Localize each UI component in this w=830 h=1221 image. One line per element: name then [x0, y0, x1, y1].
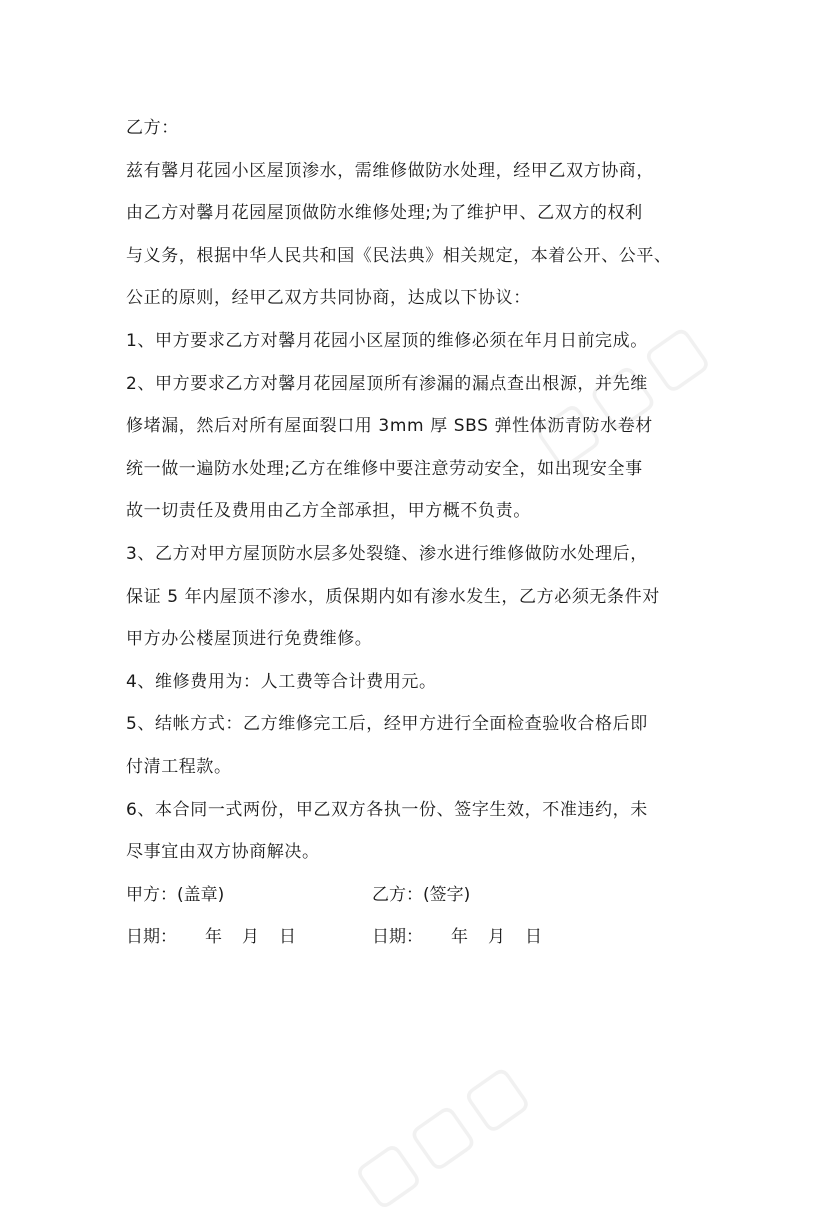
party-a-date [126, 916, 296, 959]
party-b-date [372, 916, 542, 959]
paragraph-line: 由乙方对馨月花园屋顶做防水维修处理;为了维护甲、乙双方的权利 [126, 203, 643, 224]
clause-3-line: 甲方办公楼屋顶进行免费维修。 [126, 629, 373, 650]
clause-4: 4、维修费用为：人工费等合计费用元。 [126, 671, 437, 692]
date-year: 年 [451, 927, 468, 948]
party-b-signature: 乙方：(签字) [372, 884, 471, 905]
date-row [126, 916, 716, 959]
paragraph-line: 与义务，根据中华人民共和国《民法典》相关规定，本着公开、公平、 [126, 245, 672, 266]
signature-row [126, 874, 716, 917]
date-day: 日 [279, 927, 296, 948]
date-month: 月 [242, 927, 259, 948]
party-a-signature: 甲方：(盖章) [126, 884, 225, 905]
clause-2: 2、甲方要求乙方对馨月花园屋顶所有渗漏的漏点查出根源，并先维 [126, 373, 648, 394]
clause-2-line: 故一切责任及费用由乙方全部承担，甲方概不负责。 [126, 501, 531, 522]
clause-6-line: 尽事宜由双方协商解决。 [126, 842, 320, 863]
watermark: ▢▢▢ [520, 305, 726, 481]
date-month: 月 [488, 927, 505, 948]
date-label: 日期： [372, 927, 423, 948]
clause-2-line: 修堵漏，然后对所有屋面裂口用 3mm 厚 SBS 弹性体沥青防水卷材 [126, 416, 653, 437]
date-label: 日期： [126, 927, 177, 948]
contract-body [126, 107, 716, 959]
clause-5: 5、结帐方式：乙方维修完工后，经甲方进行全面检查验收合格后即 [126, 714, 648, 735]
watermark: ▢▢▢ [340, 1045, 546, 1221]
clause-3-line: 保证 5 年内屋顶不渗水，质保期内如有渗水发生，乙方必须无条件对 [126, 586, 660, 607]
clause-6: 6、本合同一式两份，甲乙双方各执一份、签字生效，不准违约，未 [126, 799, 648, 820]
clause-3: 3、乙方对甲方屋顶防水层多处裂缝、渗水进行维修做防水处理后， [126, 543, 648, 564]
clause-5-line: 付清工程款。 [126, 756, 232, 777]
clause-1: 1、甲方要求乙方对馨月花园小区屋顶的维修必须在年月日前完成。 [126, 330, 648, 351]
party-b-header: 乙方： [126, 118, 179, 138]
paragraph-line: 兹有馨月花园小区屋顶渗水，需维修做防水处理，经甲乙双方协商， [126, 160, 654, 181]
date-year: 年 [205, 927, 222, 948]
date-day: 日 [525, 927, 542, 948]
clause-2-line: 统一做一遍防水处理;乙方在维修中要注意劳动安全，如出现安全事 [126, 458, 643, 479]
paragraph-line: 公正的原则，经甲乙双方共同协商，达成以下协议： [126, 288, 531, 309]
